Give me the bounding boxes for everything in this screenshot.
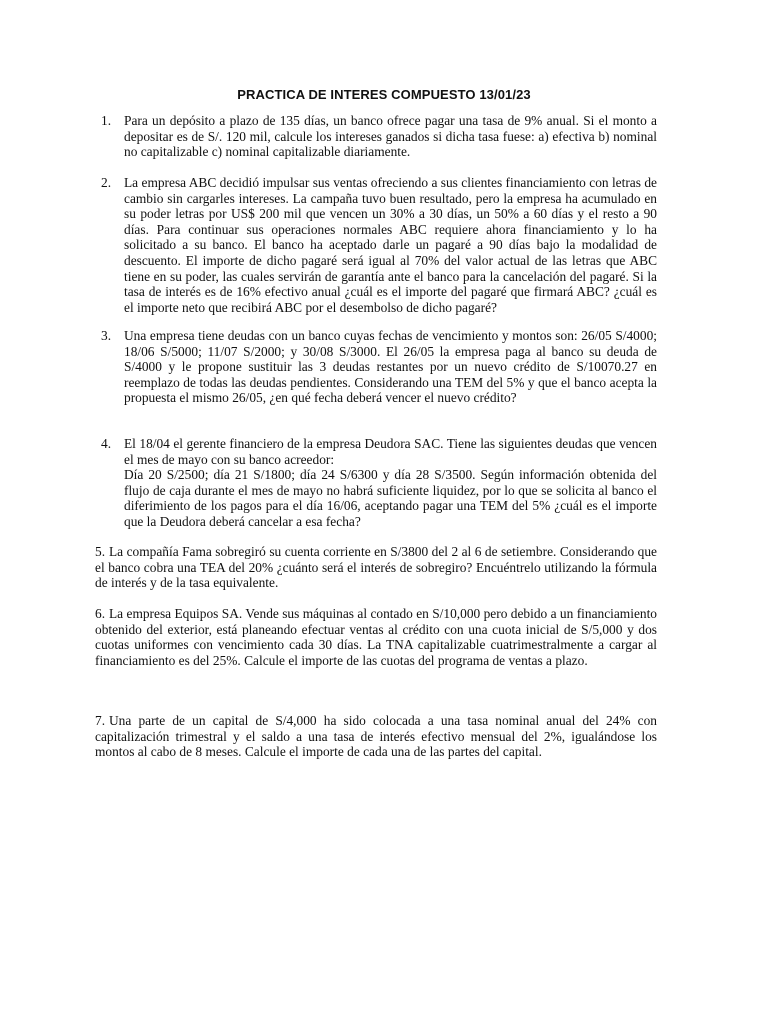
problem-number: 3. [101, 328, 112, 343]
problem-text-body: Una parte de un capital de S/4,000 ha sido colocada a una tasa nominal anual del 24% con capitalización trimestral y el saldo a una tasa de interés efectivo mensual del 2%, igualándose los montos al cabo de 8 meses. Calcule el importe de cada una de las partes del capital. [95, 713, 657, 760]
problem-number: 1. [101, 113, 112, 128]
problem-1 [101, 113, 657, 160]
problem-number: 2. [101, 175, 112, 190]
problem-3 [101, 328, 657, 406]
problem-text: El 18/04 el gerente financiero de la empresa Deudora SAC. Tiene las siguientes deudas que vencen el mes de mayo con su banco acreedor: [124, 436, 657, 467]
problem-text-continued: Día 20 S/2500; día 21 S/1800; día 24 S/6300 y día 28 S/3500. Según información obtenida del flujo de caja durante el mes de mayo no habrá suficiente liquidez, por lo que se solicita al banco el diferimiento de los pagos para el día 16/06, aceptando pagar una TEM del 5% ¿cuál es el importe que la Deudora deberá cancelar a esa fecha? [124, 467, 657, 529]
problem-number: 5. [95, 544, 106, 559]
problem-text: Una empresa tiene deudas con un banco cuyas fechas de vencimiento y montos son: 26/05 S/4000; 18/06 S/5000; 11/07 S/2000; y 30/08 S/3000. El 26/05 la empresa paga al banco su deuda de S/4000 y le propone sustituir las 3 deudas restantes por un nuevo crédito de S/10070.27 en reemplazo de todas las deudas pendientes. Considerando una TEM del 5% y que el banco acepta la propuesta el mismo 26/05, ¿en qué fecha deberá vencer el nuevo crédito? [124, 328, 657, 406]
problem-text [95, 544, 657, 591]
problem-7 [95, 713, 657, 760]
problem-number: 6. [95, 606, 106, 621]
problem-4 [101, 436, 657, 530]
problem-text-body: La empresa Equipos SA. Vende sus máquinas al contado en S/10,000 pero debido a un financiamiento obtenido del exterior, está planeando efectuar ventas al crédito con una cuota inicial de S/5,000 y dos cuotas uniformes con vencimiento cada 30 días. La TNA capitalizable cuatrimestralmente a cargar al financiamiento es del 25%. Calcule el importe de las cuotas del programa de ventas a plazo. [95, 606, 657, 668]
problem-5 [95, 544, 657, 591]
problem-text-body: La compañía Fama sobregiró su cuenta corriente en S/3800 del 2 al 6 de setiembre. Considerando que el banco cobra una TEA del 20% ¿cuánto será el interés de sobregiro? Encuéntrelo utilizando la fórmula de interés y de la tasa equivalente. [95, 544, 657, 591]
problem-2 [101, 175, 657, 315]
problem-number: 7. [95, 713, 106, 728]
problem-6 [95, 606, 657, 668]
page-title: PRACTICA DE INTERES COMPUESTO 13/01/23 [237, 87, 531, 102]
problem-text: Para un depósito a plazo de 135 días, un banco ofrece pagar una tasa de 9% anual. Si el monto a depositar es de S/. 120 mil, calcule los intereses ganados si dicha tasa fuese: a) efectiva b) nominal no capitalizable c) nominal capitalizable diariamente. [124, 113, 657, 160]
problem-number: 4. [101, 436, 112, 451]
problem-text [95, 713, 657, 760]
problem-text [95, 606, 657, 668]
problem-text: La empresa ABC decidió impulsar sus ventas ofreciendo a sus clientes financiamiento con letras de cambio sin cargarles intereses. La campaña tuvo buen resultado, pero la empresa ha acumulado en su poder letras por US$ 200 mil que vencen un 30% a 30 días, un 50% a 60 días y el resto a 90 días. Para continuar sus operaciones normales ABC requiere ahora financiamiento y lo ha solicitado a su banco. El banco ha aceptado darle un pagaré a 90 días bajo la modalidad de descuento. El importe de dicho pagaré será igual al 70% del valor actual de las letras que ABC tiene en su poder, las cuales servirán de garantía ante el banco para la cancelación del pagaré. Si la tasa de interés es de 16% efectivo anual ¿cuál es el importe del pagaré que firmará ABC? ¿cuál es el importe neto que recibirá ABC por el desembolso de dicho pagaré? [124, 175, 657, 315]
